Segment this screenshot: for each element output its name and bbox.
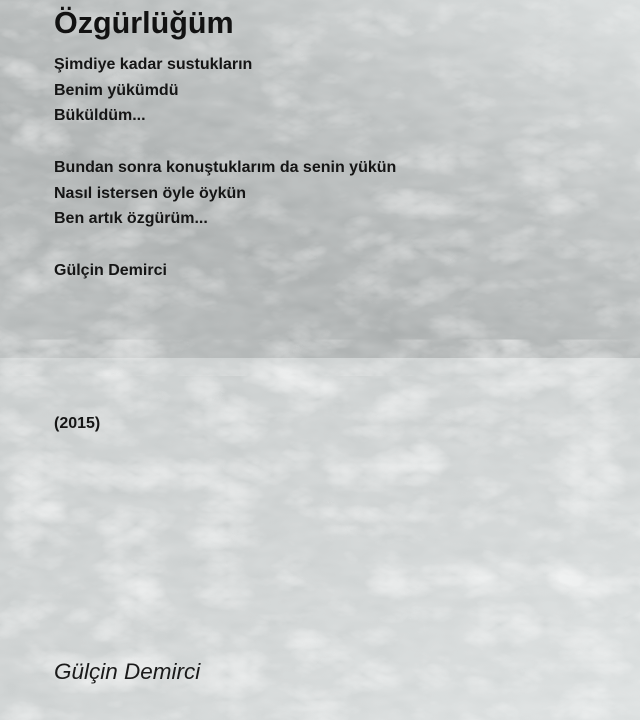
poem-line: Nasıl istersen öyle öykün <box>54 184 247 202</box>
poem-author: Gülçin Demirci <box>54 261 167 279</box>
poem-year: (2015) <box>54 415 101 432</box>
stanza-2 <box>54 155 396 232</box>
poem-title: Özgürlüğüm <box>54 6 234 40</box>
poem-line: Benim yükümdü <box>54 81 179 99</box>
poem-line: Ben artık özgürüm... <box>54 210 208 228</box>
poem-body <box>54 52 396 283</box>
poem-line: Büküldüm... <box>54 107 146 125</box>
poem-line: Bundan sonra konuştuklarım da senin yükün <box>54 158 397 176</box>
stanza-1 <box>54 52 396 129</box>
poem-signature: Gülçin Demirci <box>54 659 201 684</box>
poem-line: Şimdiye kadar sustukların <box>54 56 253 73</box>
